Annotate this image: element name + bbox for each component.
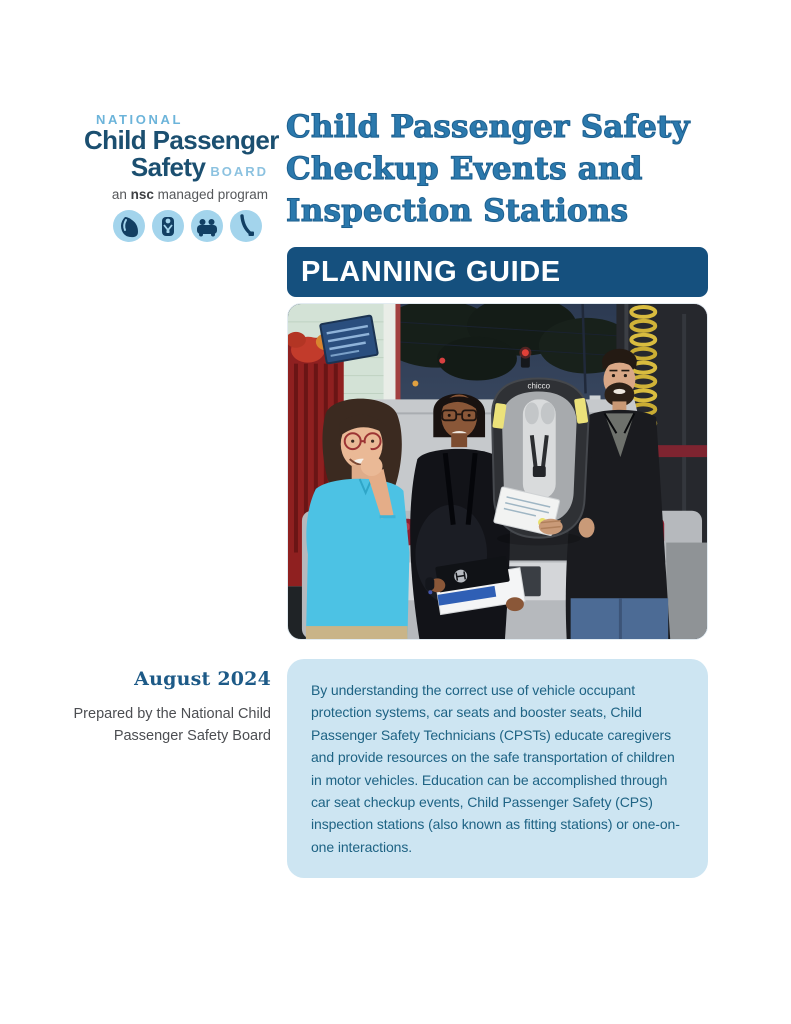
intro-paragraph: By understanding the correct use of vehicle occupant protection systems, car seats and booster seats, Child Passenger Safety Technicians (CPSTs) educate caregivers and provide resources on the safe transportation of children in motor vehicles. Education can be accomplished through car seat checkup events, Child Passenger Safety (CPS) inspection stations (also known as fitting stations) or one-on-one interactions. <box>311 682 680 855</box>
child-carseat-icon <box>151 209 185 243</box>
title-line-2: Checkup Events and <box>286 151 643 187</box>
logo-national-text: NATIONAL <box>96 112 183 127</box>
pregnant-woman-icon <box>112 209 146 243</box>
national-cps-board-logo <box>84 112 279 243</box>
title-line-1: Child Passenger Safety <box>286 109 690 145</box>
planning-guide-banner <box>287 247 708 297</box>
car-occupants-icon <box>190 209 224 243</box>
cover-photo-illustration <box>288 304 707 639</box>
logo-program-text: an nsc managed program <box>111 187 268 202</box>
carseat-brand-label: chicco <box>527 381 551 391</box>
hanging-sign <box>320 315 378 363</box>
logo-icon-row <box>112 209 268 243</box>
publication-info <box>40 668 271 747</box>
logo-child-passenger-text: Child Passenger <box>84 125 279 155</box>
page-title <box>286 106 746 232</box>
intro-box <box>287 659 708 878</box>
seatbelt-icon <box>229 209 263 243</box>
publication-date: August 2024 <box>134 668 271 690</box>
cover-photo <box>287 303 708 640</box>
logo-safety-text: Safety <box>130 152 206 182</box>
logo-board-text: BOARD <box>210 164 268 179</box>
banner-label: PLANNING GUIDE <box>301 255 561 288</box>
title-line-3: Inspection Stations <box>286 193 629 229</box>
logo-safety-row <box>84 154 268 185</box>
prepared-by-text: Prepared by the National Child Passenger Safety Board <box>73 706 271 744</box>
infant-carseat <box>492 379 595 546</box>
